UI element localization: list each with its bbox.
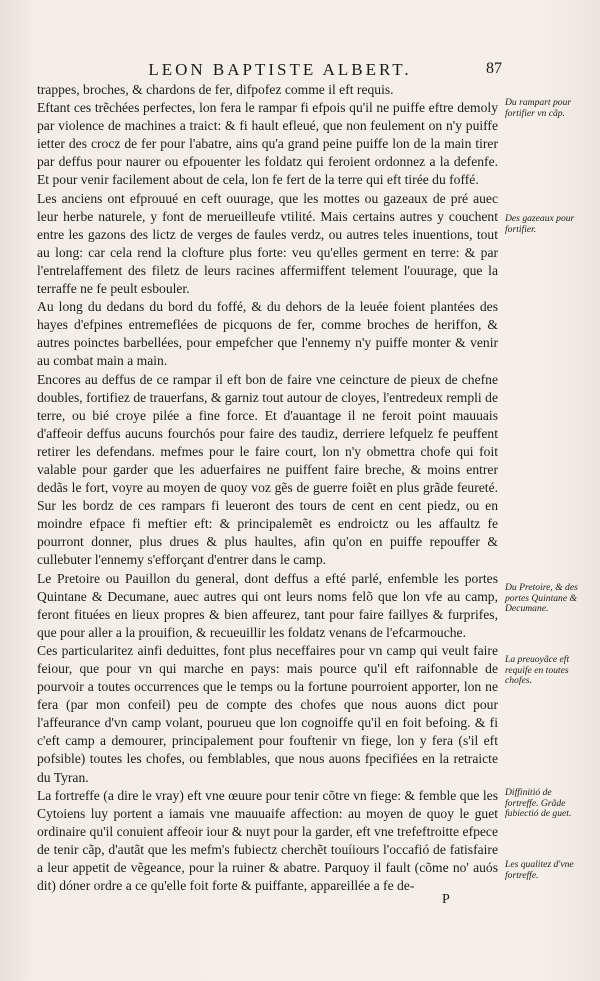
paragraph: Eftant ces trẽchées perfectes, lon fera le rampar fi efpois qu'il ne puiffe eftre demoly par violence de machines a traict: & fi hault efleué, que non feulement on n'y puiffe ietter des crocz de fer pour l'abatre, ains qu'a grand peine puiffe lon de la main tirer par deffus pour naurer ou efpouenter les foldatz qui feroient ordonnez a la defenfe. Et pour venir facilement about de cela, lon fe fert de la terre qui eft tirée du foffé.: [37, 100, 498, 188]
paragraph: Les anciens ont efprouué en ceft ouurage, que les mottes ou gazeaux de pré auec leur herbe naturele, y font de merueilleufe vtilité. Mais certains autres y couchent entre les gazons des lictz de verges de faules verdz, ou autres teles inuentions, tout au long: car cela rend la clofture plus forte: veu qu'elles germent en terre: & par l'entrelaffement des filetz de leurs racines affermiffent telement l'ouurage, que la terraffe ne fe peult esbouler.: [37, 190, 498, 297]
margin-note: La preuoyãce eft requife en toutes chofes.: [505, 654, 570, 686]
paragraph: Le Pretoire ou Pauillon du general, dont deffus a efté parlé, enfemble les portes Quintane & Decumane, auec autres qui ont leurs noms felõ que lon vfe au camp, feront fituées en lieux propres & bien affeurez, tant pour faire faillyes & furprifes, que pour aller a la prouifion, & recueuillir les foldatz venans de l'efcarmouche.: [37, 570, 498, 640]
margin-note: Diffinitió de fortreffe. Grãde fubiectió de guet.: [505, 787, 572, 819]
body-text: [37, 81, 498, 895]
margin-note: Du rampart pour fortifier vn cãp.: [505, 97, 572, 119]
margin-note: Les qualitez d'vne fortreffe.: [505, 859, 574, 881]
signature-mark: P: [442, 892, 450, 907]
paragraph: Ces particularitez ainfi deduittes, font plus neceffaires pour vn camp qui veult faire feiour, que pour vn qui marche en pays: mais pource qu'il eft raifonnable de pourvoir a toutes occurrences que le temps ou la fortune pourroient apporter, lon ne fera (par mon confeil) peu de compte des chofes que nous auons dict pour l'affeurance d'vn camp volant, pourueu que lon cognoiffe qu'il en foit befoing. & fi c'eft camp a demourer, principalement pour fouftenir vn fiege, lon y fera (s'il eft pofsible) toutes les chofes, ou femblables, que nous auons fpecifiées en la retraicte du Tyran.: [37, 642, 498, 785]
paragraph: Au long du dedans du bord du foffé, & du dehors de la leuée foient plantées des hayes d'efpines entremeflées de picquons de fer, comme broches de heriffon, & autres poinctes barbellées, pour empefcher que l'ennemy n'y puiffe monter & venir au combat main a main.: [37, 299, 498, 369]
paragraph: Encores au deffus de ce rampar il eft bon de faire vne ceincture de pieux de chefne doubles, fortifiez de trauerfans, & garniz tout autour de cloyes, l'entredeux rempli de terre, ou bié croye pilée a fine force. Et d'auantage il ne feroit point mauuais d'affeoir deffus aucuns fourchós pour faire des taudiz, derriere lefquelz fe peuffent retirer les defendans. mefmes pour le faire court, lon n'y obmettra chofe qui foit valable pour garder que les aduerfaires ne puiffent faire breche, & moins entrer dedãs le fort, voyre au moyen de quoy voz gẽs de guerre foiẽt en plus grãde feureté. Sur les bordz de ces rampars fi leueront des tours de cent en cent piedz, ou en moindre efpace fi meftier eft: & principalemẽt es endroictz ou les affaultz fe pourront donner, plus drues & plus haultes, afin qu'on en puiffe repouffer & cullebuter l'ennemy s'efforçant d'entrer dans le camp.: [37, 371, 498, 568]
paragraph: trappes, broches, & chardons de fer, difpofez comme il eft requis.: [37, 82, 394, 97]
margin-note: Du Pretoire, & des portes Quintane & Decumane.: [505, 582, 578, 614]
margin-note: Des gazeaux pour fortifier.: [505, 213, 575, 235]
running-head: LEON BAPTISTE ALBERT.: [148, 60, 412, 79]
paragraph: La fortreffe (a dire le vray) eft vne œuure pour tenir cõtre vn fiege: & femble que les Cytoiens luy portent a iamais vne mauuaife affection: au moyen de quoy le guet ordinaire qu'il conuient affeoir iour & nuyt pour la garder, eft vne trefeftroitte efpece de tenir cãp, d'autãt que les mefm's fubiectz cherchẽt touíiours l'occafió de fatisfaire a leur appetit de vẽgeance, pour la ruiner & abatre. Parquoy il fault (cõme no' auós dit) dóner ordre a ce qu'elle foit forte & puiffante, appareillée a fe de-: [37, 787, 498, 894]
page-number: 87: [486, 60, 502, 77]
